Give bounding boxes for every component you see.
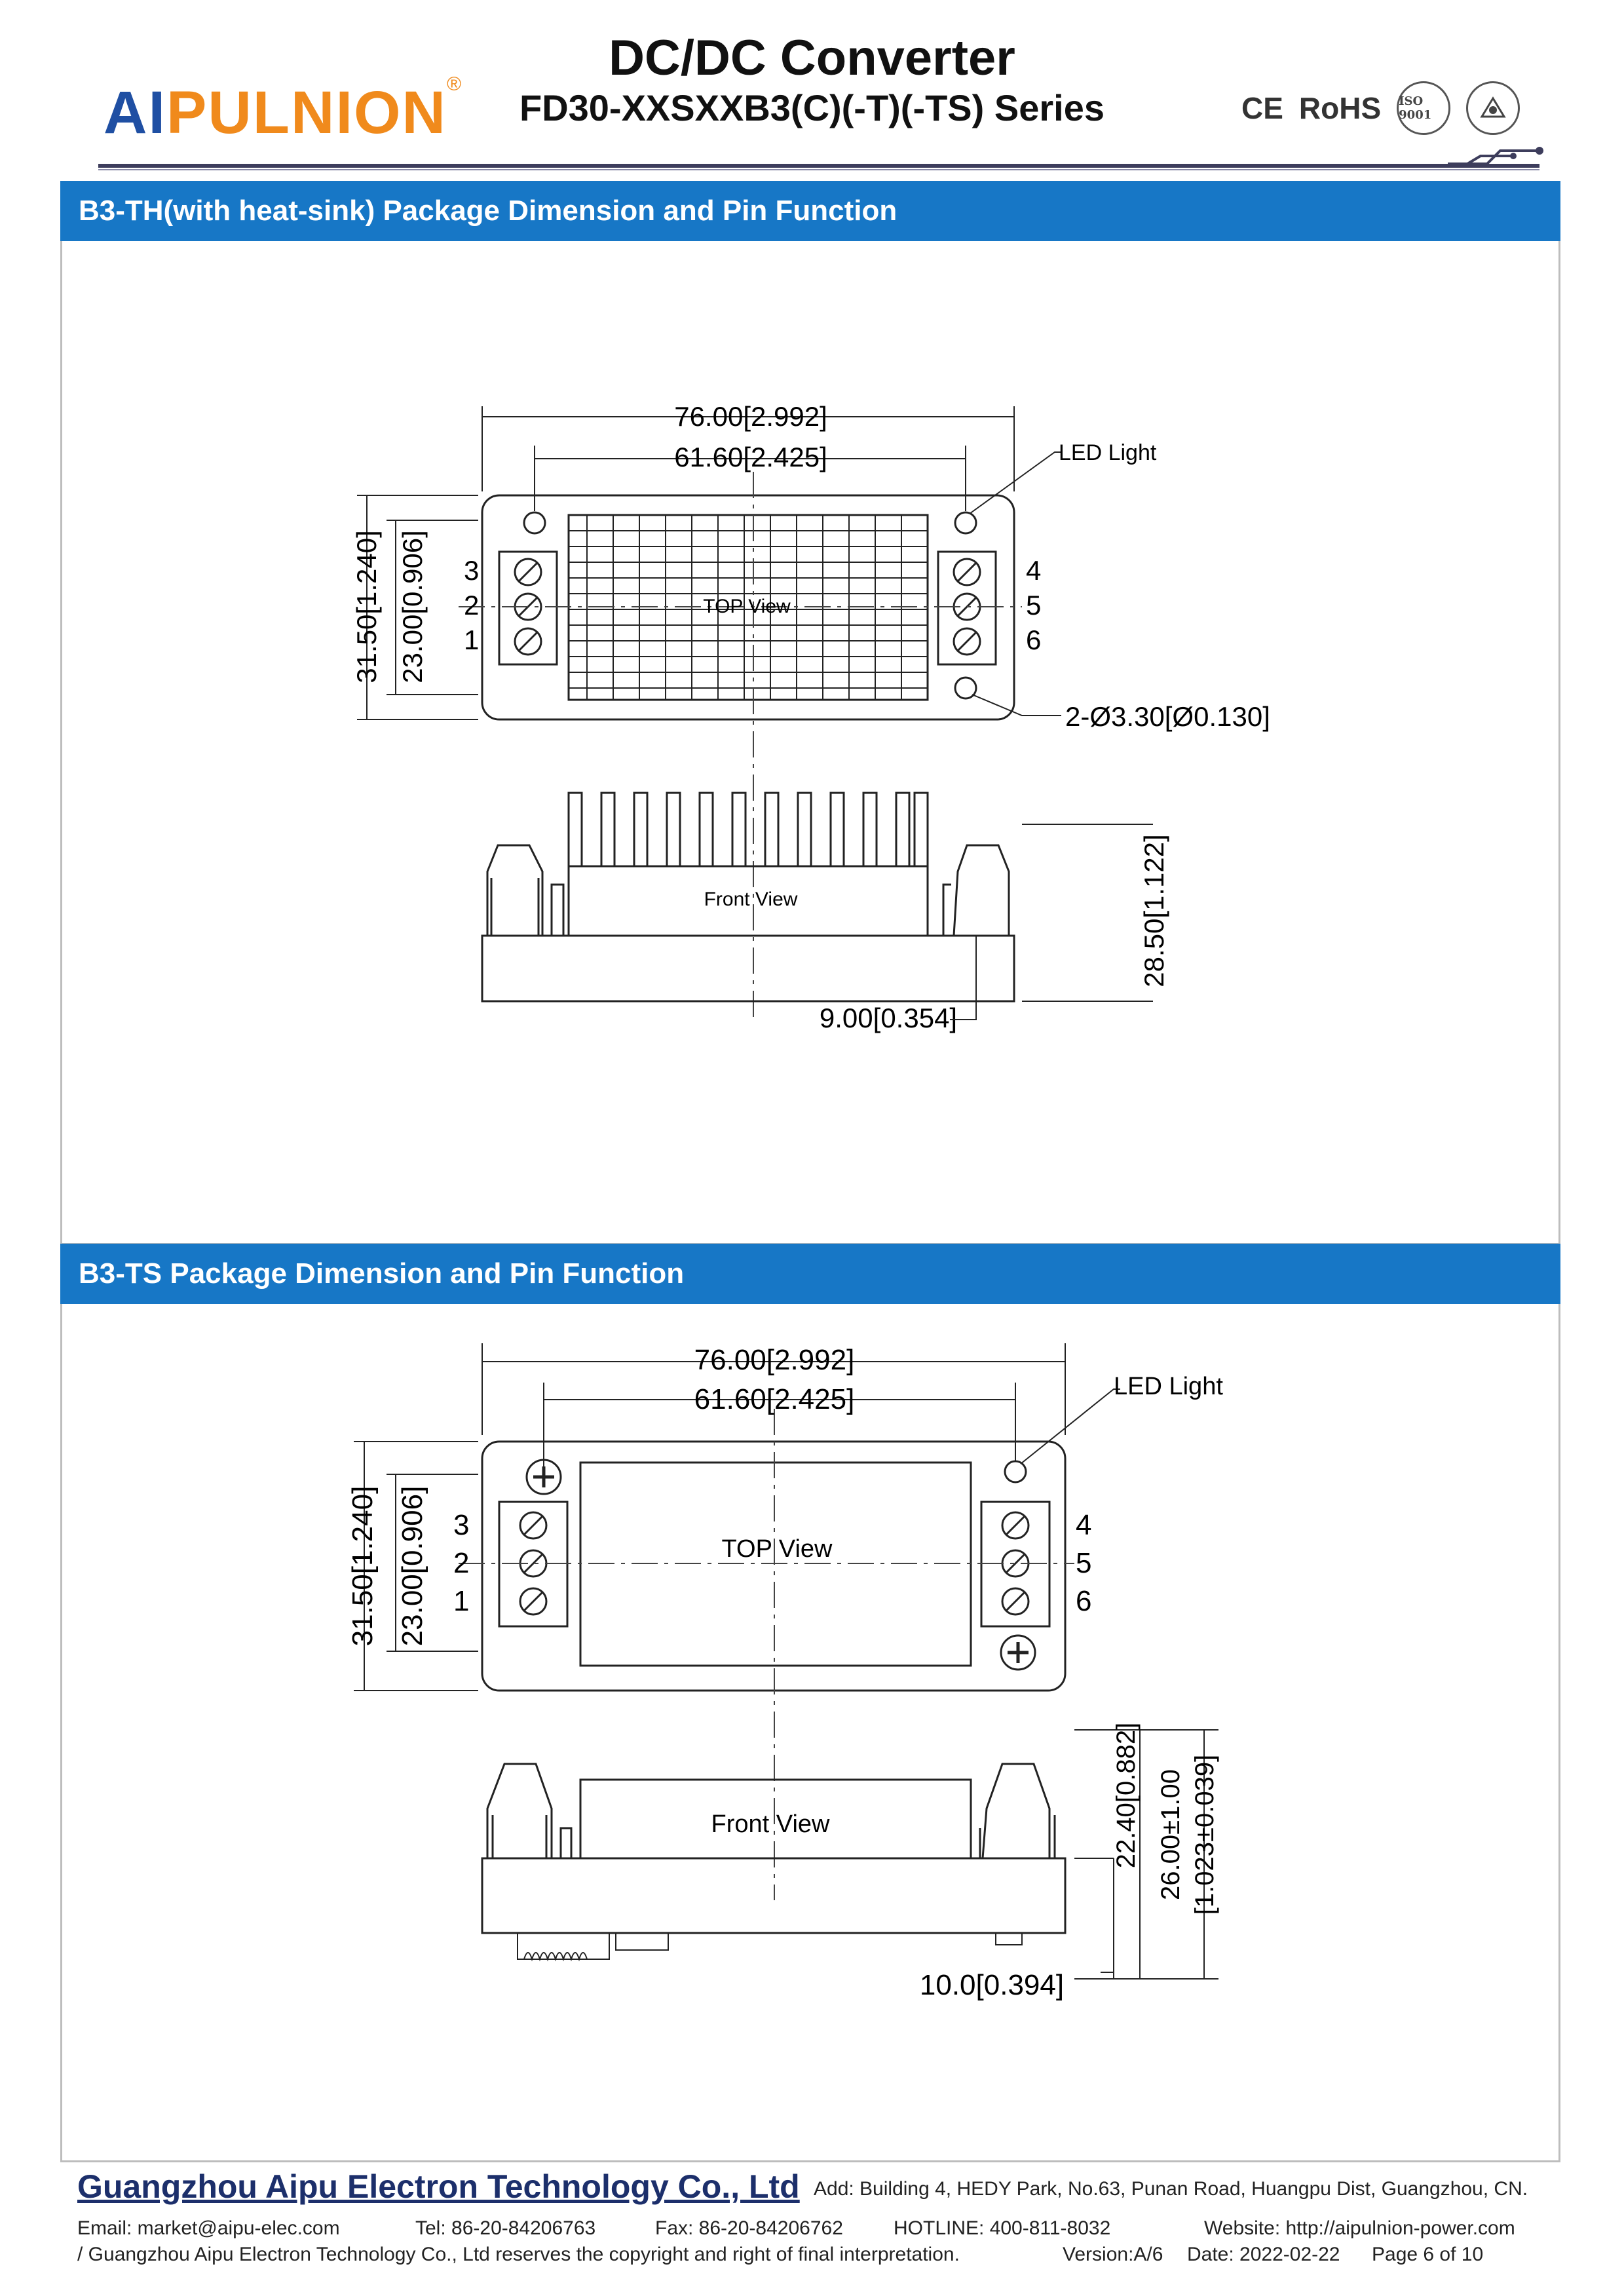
logo-text-part1: AI <box>104 79 166 146</box>
ts-pin-2: 2 <box>453 1547 470 1579</box>
ts-dim-width: 31.50[1.240] <box>347 1485 379 1647</box>
ce-mark: CE <box>1241 91 1283 125</box>
section-th-title: B3-TH(with heat-sink) Package Dimension and Pin Function <box>60 181 1560 241</box>
ts-led-label: LED Light <box>1114 1373 1223 1400</box>
th-dim-base: 9.00[0.354] <box>819 1003 958 1033</box>
th-pin-1: 1 <box>464 624 480 655</box>
ts-pin-4: 4 <box>1076 1509 1092 1541</box>
th-pin-3: 3 <box>464 555 480 586</box>
th-pin-2: 2 <box>464 590 480 621</box>
ts-front-view-label: Front View <box>711 1810 830 1838</box>
footer-email: Email: market@aipu-elec.com <box>77 2217 340 2239</box>
rohs-mark: RoHS <box>1298 91 1382 125</box>
ts-pin-6: 6 <box>1076 1585 1092 1617</box>
footer-address: Add: Building 4, HEDY Park, No.63, Punan Road, Huangpu Dist, Guangzhou, CN. <box>814 2178 1528 2200</box>
th-dim-height: 28.50[1.122] <box>1139 834 1169 987</box>
footer-hotline: HOTLINE: 400-811-8032 <box>894 2217 1111 2239</box>
footer-version: Version:A/6 <box>1063 2244 1163 2265</box>
section-ts-title: B3-TS Package Dimension and Pin Function <box>60 1244 1560 1304</box>
th-pin-5: 5 <box>1026 590 1042 621</box>
ts-pin-3: 3 <box>453 1509 470 1541</box>
th-dim-hole-spacing: 61.60[2.425] <box>674 442 827 472</box>
ts-top-outline <box>482 1442 1065 1691</box>
logo-text-part2: PULNION <box>166 79 447 146</box>
th-dim-length: 76.00[2.992] <box>674 401 827 432</box>
ts-pin-1: 1 <box>453 1585 470 1617</box>
ts-dim-pin-span: 23.00[0.906] <box>396 1485 428 1647</box>
page-subtitle: FD30-XXSXXB3(C)(-T)(-TS) Series <box>519 87 1105 128</box>
ts-dim-hole-spacing: 61.60[2.425] <box>694 1383 855 1415</box>
ts-dim-length: 76.00[2.992] <box>694 1344 855 1376</box>
footer-tel: Tel: 86-20-84206763 <box>415 2217 596 2239</box>
th-top-view-label: TOP View <box>703 596 791 617</box>
ts-pin-5: 5 <box>1076 1547 1092 1579</box>
ts-dim-height-inner: 22.40[0.882] <box>1112 1722 1141 1869</box>
footer-page-number: Page 6 of 10 <box>1372 2244 1484 2265</box>
footer-date: Date: 2022-02-22 <box>1187 2244 1340 2265</box>
registered-mark: ® <box>447 73 463 95</box>
ts-top-view-label: TOP View <box>721 1535 833 1563</box>
footer-fax: Fax: 86-20-84206762 <box>655 2217 843 2239</box>
ts-dim-base: 10.0[0.394] <box>919 1969 1065 2001</box>
th-front-view-label: Front View <box>704 889 798 910</box>
th-pin-6: 6 <box>1026 624 1042 655</box>
footer-company: Guangzhou Aipu Electron Technology Co., Ltd <box>77 2168 800 2205</box>
th-dim-pin-span: 23.00[0.906] <box>397 530 428 683</box>
iso-badge: ISO 9001 <box>1397 81 1450 135</box>
page-title: DC/DC Converter <box>609 30 1015 86</box>
footer-website: Website: http://aipulnion-power.com <box>1204 2217 1515 2239</box>
th-dim-width: 31.50[1.240] <box>351 530 382 683</box>
footer-copyright: / Guangzhou Aipu Electron Technology Co., Ltd reserves the copyright and right of final interpretation. <box>77 2244 960 2265</box>
ts-dim-height-total: 26.00±1.00 <box>1156 1769 1185 1900</box>
th-pin-4: 4 <box>1026 555 1042 586</box>
ts-dim-height-total-in: [1.023±0.039] <box>1190 1754 1219 1915</box>
th-dim-hole: 2-Ø3.30[Ø0.130] <box>1065 701 1270 732</box>
th-led-label: LED Light <box>1059 440 1157 465</box>
